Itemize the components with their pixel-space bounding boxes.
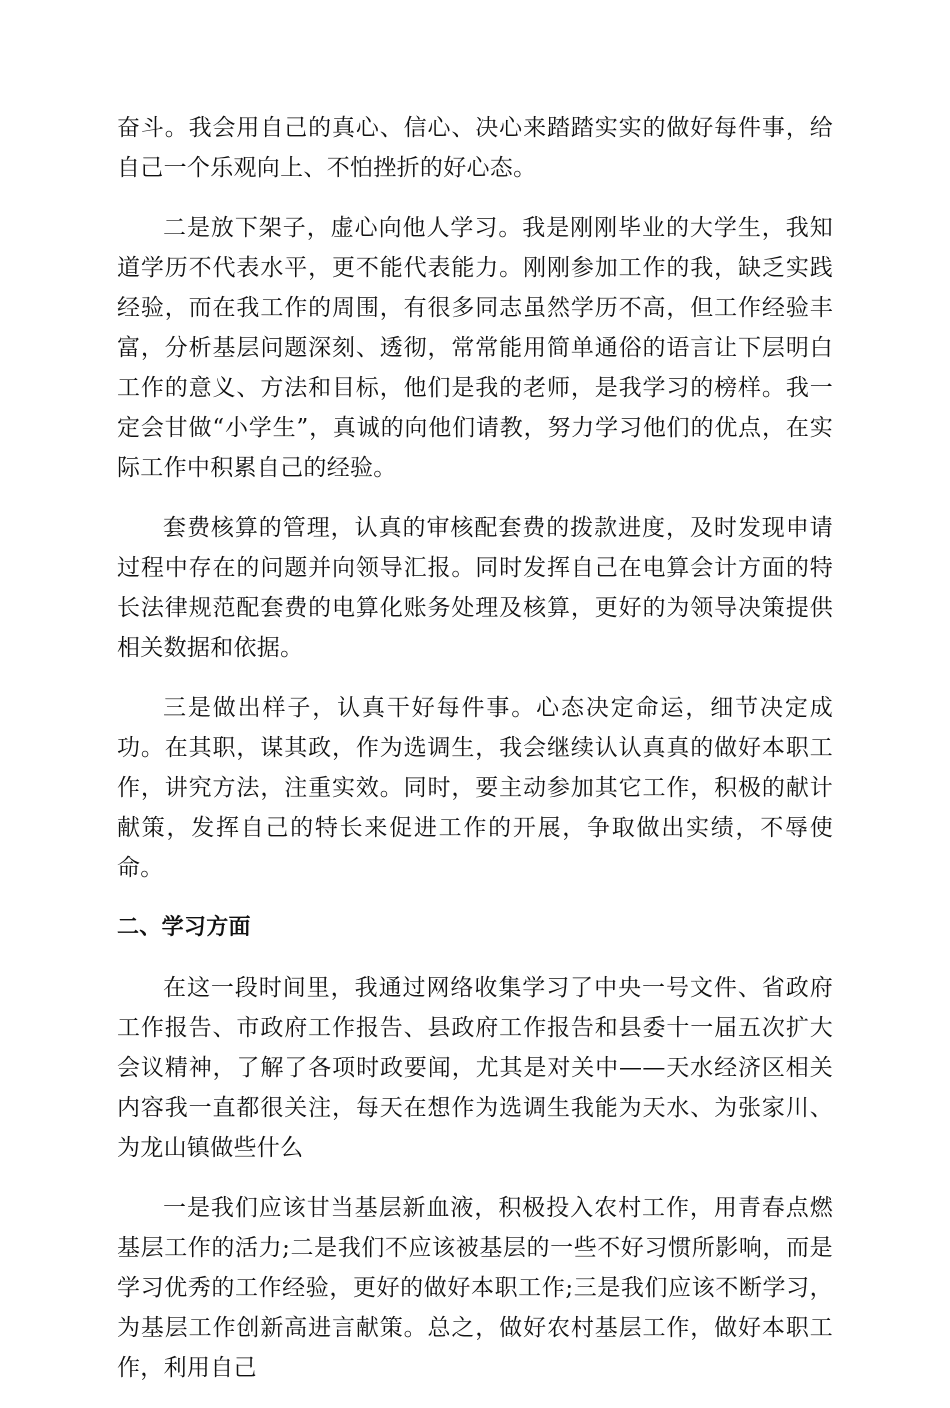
paragraph-4: 三是做出样子，认真干好每件事。心态决定命运，细节决定成功。在其职，谋其政，作为选调生，我会继续认认真真的做好本职工作，讲究方法，注重实效。同时，要主动参加其它工作，积极的献计献策，发挥自己的特长来促进工作的开展，争取做出实绩，不辱使命。 (117, 695, 833, 881)
section-paragraph-2: 一是我们应该甘当基层新血液，积极投入农村工作，用青春点燃基层工作的活力;二是我们不应该被基层的一些不好习惯所影响，而是学习优秀的工作经验，更好的做好本职工作;三是我们应该不断学习，为基层工作创新高进言献策。总之，做好农村基层工作，做好本职工作，利用自己 (117, 1195, 833, 1381)
document-page (117, 108, 833, 1408)
section-heading: 二、学习方面 (117, 915, 251, 940)
paragraph-1: 奋斗。我会用自己的真心、信心、决心来踏踏实实的做好每件事，给自己一个乐观向上、不怕挫折的好心态。 (117, 115, 833, 181)
paragraph-2: 二是放下架子，虚心向他人学习。我是刚刚毕业的大学生，我知道学历不代表水平，更不能代表能力。刚刚参加工作的我，缺乏实践经验，而在我工作的周围，有很多同志虽然学历不高，但工作经验丰富，分析基层问题深刻、透彻，常常能用简单通俗的语言让下层明白工作的意义、方法和目标，他们是我的老师，是我学习的榜样。我一定会甘做“小学生”，真诚的向他们请教，努力学习他们的优点，在实际工作中积累自己的经验。 (117, 215, 833, 481)
section-paragraph-1: 在这一段时间里，我通过网络收集学习了中央一号文件、省政府工作报告、市政府工作报告、县政府工作报告和县委十一届五次扩大会议精神，了解了各项时政要闻，尤其是对关中——天水经济区相关内容我一直都很关注，每天在想作为选调生我能为天水、为张家川、为龙山镇做些什么 (117, 975, 833, 1161)
paragraph-3: 套费核算的管理，认真的审核配套费的拨款进度，及时发现申请过程中存在的问题并向领导汇报。同时发挥自己在电算会计方面的特长法律规范配套费的电算化账务处理及核算，更好的为领导决策提供相关数据和依据。 (117, 515, 833, 661)
